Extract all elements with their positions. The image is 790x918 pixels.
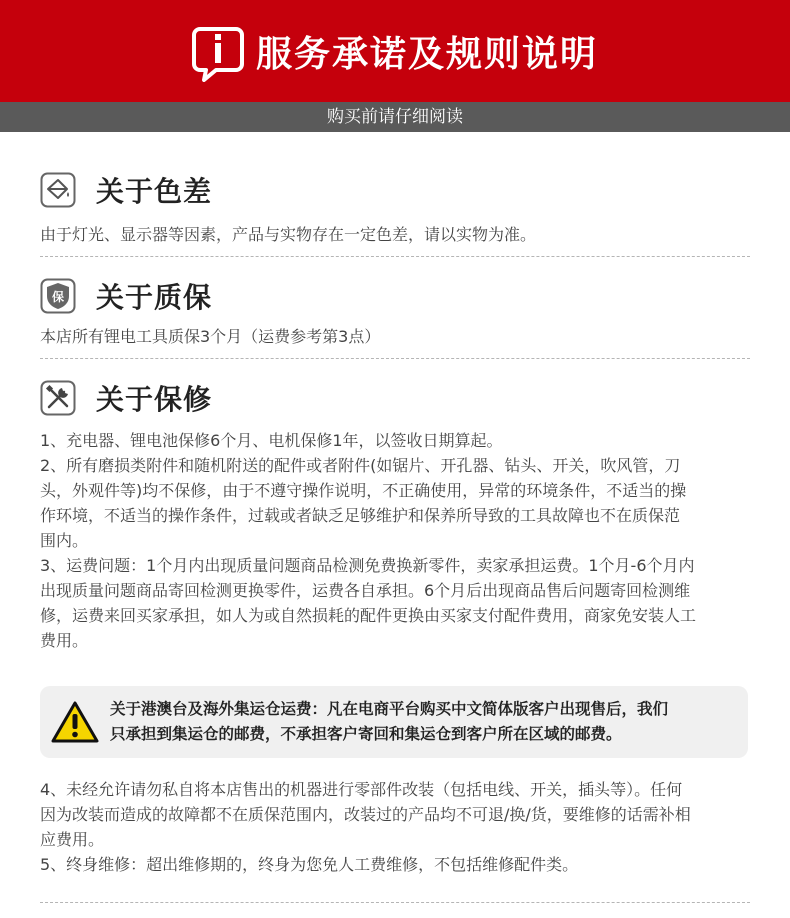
- repair-line: 应费用。: [40, 830, 105, 849]
- section-warranty: [40, 276, 212, 316]
- repair-line: 围内。: [40, 531, 89, 550]
- repair-line: 费用。: [40, 631, 89, 650]
- repair-line: 因为改装而造成的故障都不在质保范围内，改装过的产品均不可退/换/货，要维修的话需补相: [40, 805, 691, 824]
- repair-terms-bottom: [40, 777, 752, 877]
- section-title: 关于色差: [96, 175, 213, 208]
- warning-icon: [50, 700, 100, 744]
- color-bucket-icon: [40, 172, 76, 208]
- section-title: 关于质保: [96, 281, 213, 314]
- section-color-difference: [40, 170, 212, 210]
- tools-icon: [40, 380, 76, 416]
- section-text: 由于灯光、显示器等因素，产品与实物存在一定色差，请以实物为准。: [40, 225, 537, 244]
- repair-line: 3、运费问题：1个月内出现质量问题商品检测免费换新零件，卖家承担运费。1个月-6个月内: [40, 556, 695, 575]
- repair-line: 作环境，不适当的操作条件，过载或者缺乏足够维护和保养所导致的工具故障也不在质保范: [40, 506, 681, 525]
- section-repair: [40, 378, 212, 418]
- info-speech-bubble-icon: [192, 26, 244, 82]
- read-before-purchase-bar: 购买前请仔细阅读: [0, 102, 790, 132]
- repair-line: 出现质量问题商品寄回检测更换零件，运费各自承担。6个月后出现商品售后问题寄回检测维: [40, 581, 691, 600]
- notice-text: 关于港澳台及海外集运仓运费：凡在电商平台购买中文简体版客户出现售后，我们 只承担到集运仓的邮费，不承担客户寄回和集运仓到客户所在区域的邮费。: [110, 700, 669, 743]
- shield-bao-icon: [40, 278, 76, 314]
- repair-line: 头，外观件等)均不保修，由于不遵守操作说明，不正确使用，异常的环境条件，不适当的操: [40, 481, 687, 500]
- overseas-shipping-notice: [40, 686, 748, 758]
- repair-line: 修，运费来回买家承担，如人为或自然损耗的配件更换由买家支付配件费用，商家免安装人工: [40, 606, 697, 625]
- section-text: 本店所有锂电工具质保3个月（运费参考第3点）: [40, 327, 381, 346]
- divider: [40, 256, 750, 257]
- divider: [40, 902, 750, 903]
- page-title: 服务承诺及规则说明: [255, 33, 598, 75]
- repair-line: 4、未经允许请勿私自将本店售出的机器进行零部件改装（包括电线、开关，插头等）。任何: [40, 780, 683, 799]
- section-title: 关于保修: [96, 383, 213, 416]
- repair-terms-top: [40, 428, 752, 653]
- svg-text:保: 保: [51, 290, 65, 304]
- divider: [40, 358, 750, 359]
- header-banner: [0, 0, 790, 102]
- repair-line: 2、所有磨损类附件和随机附送的配件或者附件(如锯片、开孔器、钻头、开关，吹风管，刀: [40, 456, 681, 475]
- repair-line: 5、终身维修：超出维修期的，终身为您免人工费维修，不包括维修配件类。: [40, 855, 579, 874]
- repair-line: 1、充电器、锂电池保修6个月、电机保修1年，以签收日期算起。: [40, 431, 503, 450]
